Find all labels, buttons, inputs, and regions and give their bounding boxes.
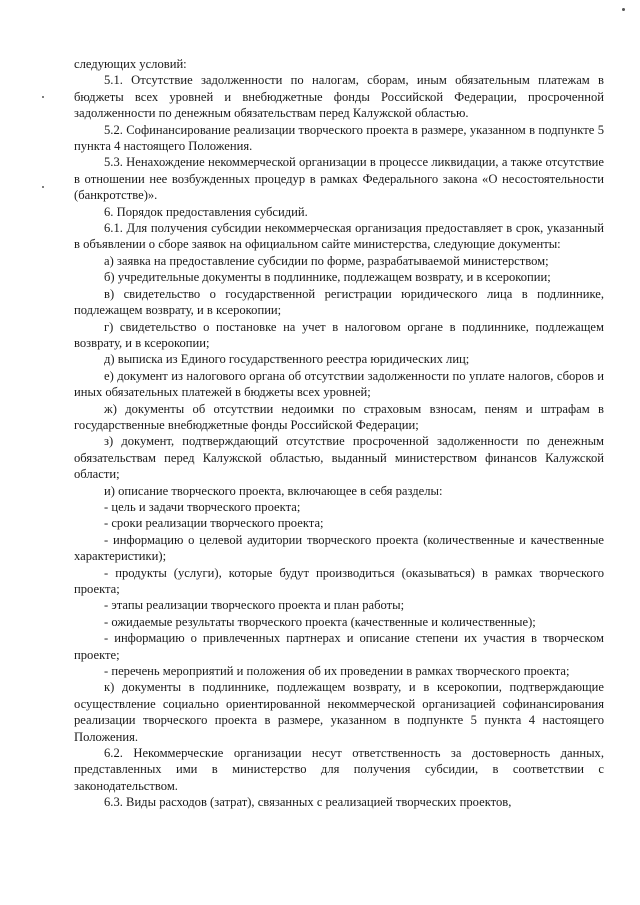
scan-speck <box>42 96 44 98</box>
list-item: г) свидетельство о постановке на учет в налоговом органе в подлиннике, подлежащем возврату, и в ксерокопии; <box>74 319 604 350</box>
sub-list-item: - сроки реализации творческого проекта; <box>104 516 324 531</box>
list-item: к) документы в подлиннике, подлежащем возврату, и в ксерокопии, подтверждающие осуществление социально ориентированной некоммерческой организацией софинансирования реализации творческого проекта в размере, указанном в подпункте 5 пункта 4 настоящего Положения. <box>74 680 604 744</box>
list-item: з) документ, подтверждающий отсутствие просроченной задолженности по денежным обязательствам перед Калужской областью, выданный министерством финансов Калужской области; <box>74 434 604 482</box>
list-item: е) документ из налогового органа об отсутствии задолженности по уплате налогов, сборов и иных обязательных платежей в бюджеты всех уровней; <box>74 368 604 400</box>
paragraph: 6.3. Виды расходов (затрат), связанных с реализацией творческих проектов, <box>104 795 512 810</box>
list-item: а) заявка на предоставление субсидии по форме, разрабатываемой министерством; <box>104 253 549 268</box>
sub-list-item: - цель и задачи творческого проекта; <box>104 499 301 514</box>
document-body <box>74 56 604 811</box>
scan-speck <box>42 186 44 188</box>
paragraph: 5.2. Софинансирование реализации творческого проекта в размере, указанном в подпункте 5 пункта 4 настоящего Положения. <box>74 122 604 154</box>
sub-list-item: - этапы реализации творческого проекта и план работы; <box>104 598 405 613</box>
paragraph: следующих условий: <box>74 57 187 71</box>
list-item: б) учредительные документы в подлиннике, подлежащем возврату, и в ксерокопии; <box>104 270 551 285</box>
list-item: в) свидетельство о государственной регистрации юридического лица в подлиннике, подлежащем возврату, и в ксерокопии; <box>74 286 604 318</box>
sub-list-item: - продукты (услуги), которые будут производиться (оказываться) в рамках творческого проекта; <box>74 565 604 596</box>
sub-list-item: - информацию о целевой аудитории творческого проекта (количественные и качественные характеристики); <box>74 532 604 564</box>
sub-list-item: - перечень мероприятий и положения об их проведении в рамках творческого проекта; <box>104 664 570 679</box>
paragraph: 5.3. Ненахождение некоммерческой организации в процессе ликвидации, а также отсутствие в отношении нее возбужденных процедур в рамках Федерального закона «О несостоятельности (банкротстве)». <box>74 155 604 203</box>
sub-list-item: - информацию о привлеченных партнерах и описание степени их участия в творческом проекте; <box>74 631 604 662</box>
paragraph: 5.1. Отсутствие задолженности по налогам, сборам, иным обязательным платежам в бюджеты всех уровней и внебюджетные фонды Российской Федерации, просроченной задолженности по денежным обязательствам перед Калужской областью. <box>74 73 604 121</box>
section-heading: 6. Порядок предоставления субсидий. <box>104 204 308 219</box>
list-item: ж) документы об отсутствии недоимки по страховым взносам, пеням и штрафам в государственные внебюджетные фонды Российской Федерации; <box>74 401 604 432</box>
list-item: д) выписка из Единого государственного реестра юридических лиц; <box>104 352 470 367</box>
paragraph: 6.1. Для получения субсидии некоммерческая организация предоставляет в срок, указанный в объявлении о сборе заявок на официальном сайте министерства, следующие документы: <box>74 221 604 252</box>
list-item: и) описание творческого проекта, включающее в себя разделы: <box>104 483 443 498</box>
sub-list-item: - ожидаемые результаты творческого проекта (качественные и количественные); <box>104 614 536 629</box>
paragraph: 6.2. Некоммерческие организации несут ответственность за достоверность данных, представленных ими в министерство для получения субсидии, в соответствии с законодательством. <box>74 746 604 793</box>
scan-speck <box>622 8 625 11</box>
